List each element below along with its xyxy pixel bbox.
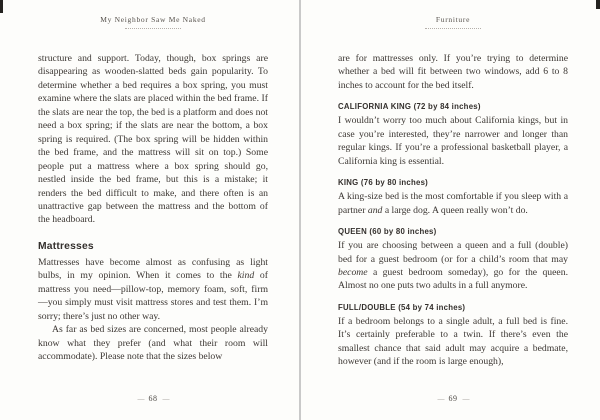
page-number-left (38, 394, 268, 403)
page-body-right (338, 52, 568, 369)
size-dimensions: (60 by 80 inches) (369, 227, 437, 237)
running-head-dotted-rule-left (125, 28, 181, 29)
paragraph-king (338, 190, 568, 217)
folio-number: 68 (148, 394, 158, 403)
folio-dash: — (162, 395, 169, 403)
page-body-left (38, 52, 268, 364)
text-segment-italic: become (338, 266, 368, 278)
section-heading-mattresses: Mattresses (38, 240, 94, 252)
paragraph-full-double: If a bedroom belongs to a single adult, a full bed is fine. It’s certainly preferable to a twin. If there’s even the smallest chance that said adult may acquire a bedmate, however (and if the room is large enough), (338, 315, 568, 368)
text-segment: Mattresses have become almost as confusing as light bulbs, in my opinion. When it comes to the (38, 256, 268, 282)
size-dimensions: (72 by 84 inches) (413, 102, 481, 112)
text-segment: a large dog. A queen really won’t do. (382, 204, 528, 216)
paragraph-mattress-sizes-intro: are for mattresses only. If you’re trying to determine whether a bed will fit between two windows, add 6 to 8 inches to account for the bed itself. (338, 53, 568, 91)
page-right (300, 0, 600, 420)
size-dimensions: (76 by 80 inches) (360, 178, 429, 188)
size-name: QUEEN (338, 227, 367, 237)
size-heading-king (338, 178, 568, 187)
running-head-right: Furniture (435, 15, 471, 24)
folio-dash: — (462, 395, 469, 403)
folio-dash: — (137, 395, 144, 403)
size-dimensions: (54 by 74 inches) (398, 302, 466, 312)
size-name: FULL/DOUBLE (338, 302, 396, 312)
paragraph-box-springs: structure and support. Today, though, box springs are disappearing as wooden-slatted beds gain popularity. To determine whether a bed requires a box spring, you must examine where the slats are placed within the bed frame. If the slats are near the top, the bed is a platform and does not need a box spring; if the slats are near the bottom, a box spring is required. (The box spring will be hidden within the bed frame, and the mattress will sit on top.) Some people put a mattress where a box spring should go, nestled inside the bed frame, but this is a mistake; it renders the bed difficult to make, and there often is an unattractive gap between the mattress and the bottom of the headboard. (38, 53, 268, 226)
text-segment: a guest bedroom someday), go for the queen. Almost no one puts two adults in a full anymore. (338, 266, 568, 292)
text-segment-italic: and (367, 204, 383, 216)
paragraph-california-king: I wouldn’t worry too much about California kings, but in case you’re interested, they’re narrower and longer than regular kings. If you’re a professional basketball player, a California king is essential. (338, 115, 568, 167)
folio-number: 69 (448, 394, 458, 403)
text-segment-italic: kind (237, 270, 255, 282)
size-heading-queen (338, 227, 568, 236)
paragraph-queen (338, 239, 568, 293)
size-heading-california-king (338, 102, 568, 111)
running-head-left: My Neighbor Saw Me Naked (100, 15, 206, 24)
text-segment: A king-size bed is the most comfortable if you sleep with a partner (338, 191, 568, 216)
paragraph-mattress-kinds (38, 256, 268, 323)
running-head-dotted-rule-right (425, 28, 481, 29)
size-heading-full-double (338, 303, 568, 312)
size-name: KING (338, 178, 359, 188)
text-segment: of mattress you need—pillow-top, memory foam, soft, firm—you simply must visit mattress stores and test them. I’m sorry; there’s just no other way. (38, 270, 268, 322)
size-name: CALIFORNIA KING (338, 102, 412, 112)
text-segment: If you are choosing between a queen and a full (double) bed for a guest bedroom (or for a child’s room that may (338, 240, 568, 265)
folio-dash: — (437, 395, 444, 403)
page-number-right (338, 394, 568, 403)
paragraph-bed-sizes: As far as bed sizes are concerned, most people already know what they prefer (and what their room will accommodate). Please note that the sizes below (38, 324, 268, 363)
